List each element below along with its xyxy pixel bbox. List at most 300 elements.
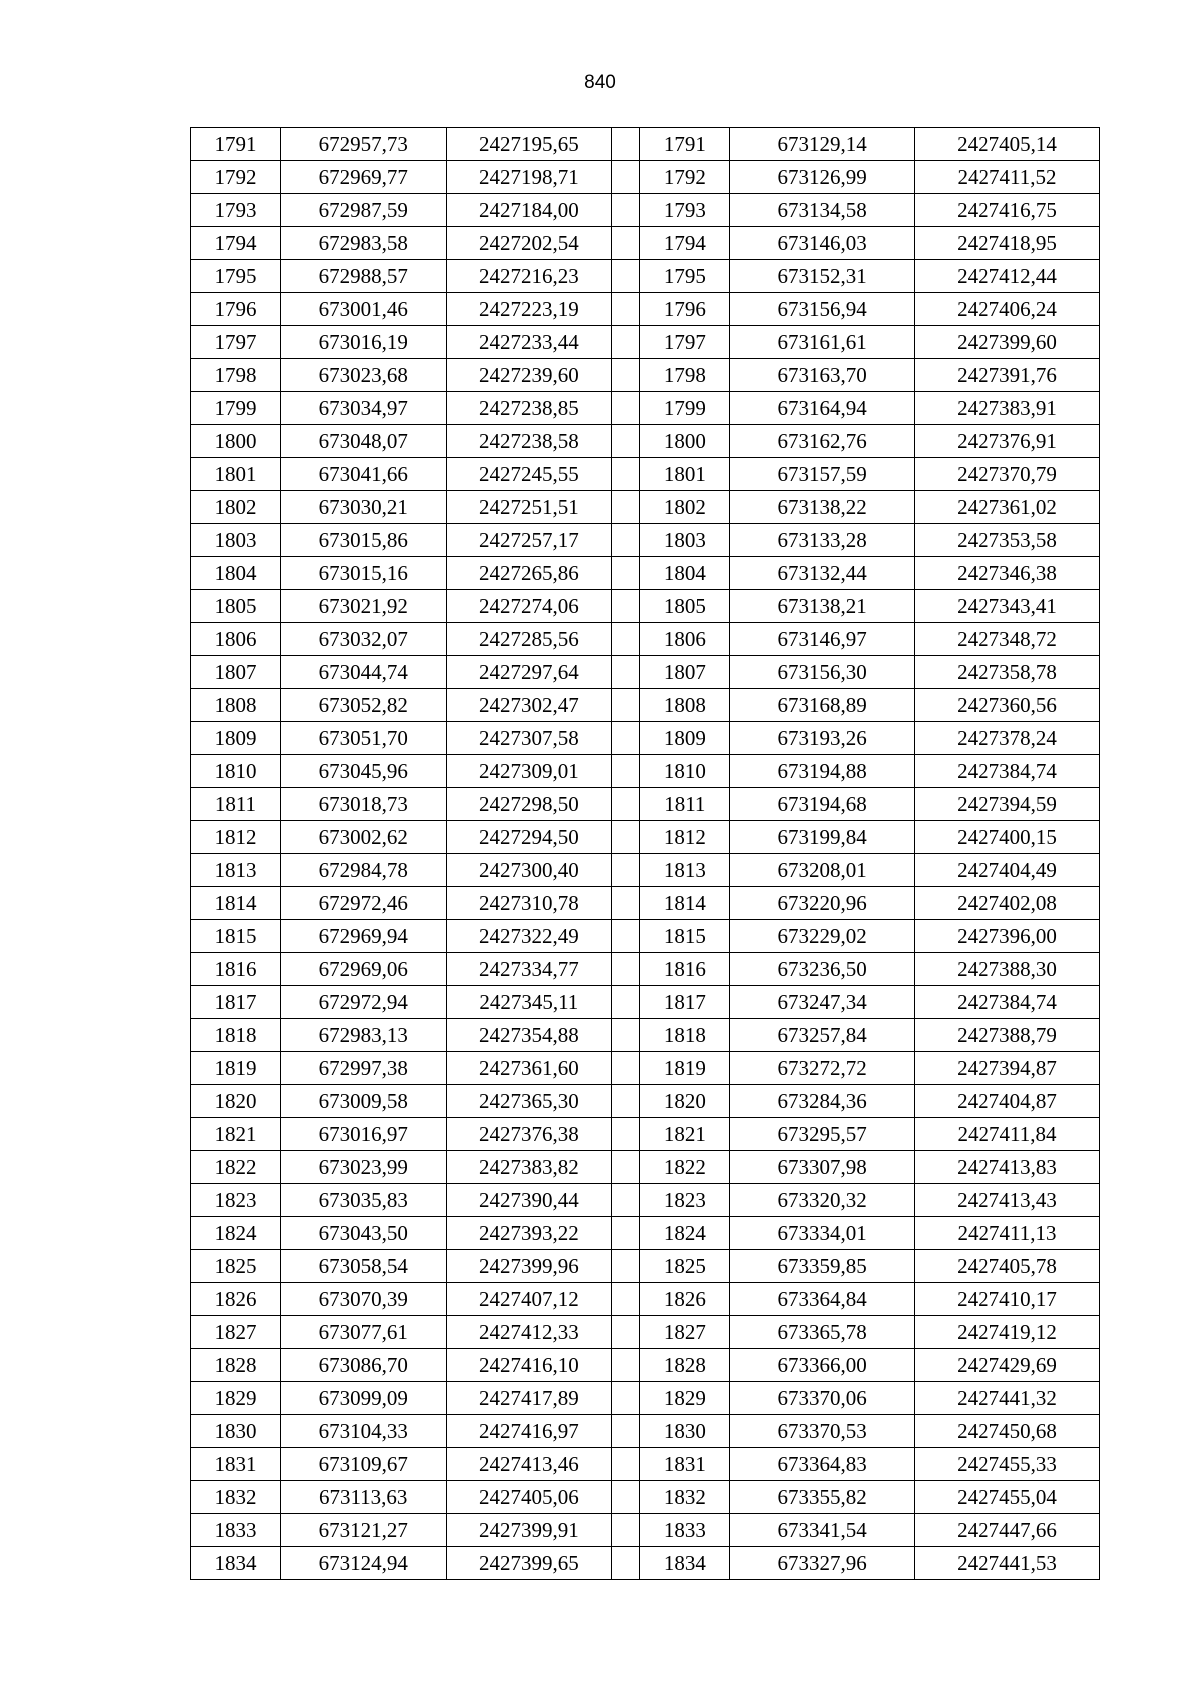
- table-row: [191, 1283, 1100, 1316]
- right-point-number-cell: 1797: [640, 326, 730, 359]
- right-y-coordinate-cell: 2427396,00: [915, 920, 1100, 953]
- right-y-coordinate-cell: 2427455,33: [915, 1448, 1100, 1481]
- table-row: [191, 1382, 1100, 1415]
- left-x-coordinate-cell: 672988,57: [280, 260, 446, 293]
- right-point-number-cell: 1807: [640, 656, 730, 689]
- left-y-coordinate-cell: 2427345,11: [446, 986, 612, 1019]
- right-y-coordinate-cell: 2427394,59: [915, 788, 1100, 821]
- table-row: [191, 458, 1100, 491]
- left-point-number-cell: 1798: [191, 359, 281, 392]
- left-y-coordinate-cell: 2427238,58: [446, 425, 612, 458]
- left-point-number-cell: 1824: [191, 1217, 281, 1250]
- left-point-number-cell: 1806: [191, 623, 281, 656]
- right-x-coordinate-cell: 673295,57: [730, 1118, 915, 1151]
- left-x-coordinate-cell: 673021,92: [280, 590, 446, 623]
- left-point-number-cell: 1812: [191, 821, 281, 854]
- left-y-coordinate-cell: 2427310,78: [446, 887, 612, 920]
- right-point-number-cell: 1817: [640, 986, 730, 1019]
- right-point-number-cell: 1798: [640, 359, 730, 392]
- left-y-coordinate-cell: 2427376,38: [446, 1118, 612, 1151]
- right-x-coordinate-cell: 673364,84: [730, 1283, 915, 1316]
- left-x-coordinate-cell: 673051,70: [280, 722, 446, 755]
- spacer-cell: [612, 1151, 640, 1184]
- right-x-coordinate-cell: 673341,54: [730, 1514, 915, 1547]
- right-y-coordinate-cell: 2427450,68: [915, 1415, 1100, 1448]
- right-point-number-cell: 1815: [640, 920, 730, 953]
- spacer-cell: [612, 161, 640, 194]
- right-x-coordinate-cell: 673156,94: [730, 293, 915, 326]
- left-y-coordinate-cell: 2427223,19: [446, 293, 612, 326]
- right-y-coordinate-cell: 2427370,79: [915, 458, 1100, 491]
- table-row: [191, 1151, 1100, 1184]
- left-x-coordinate-cell: 672984,78: [280, 854, 446, 887]
- table-row: [191, 722, 1100, 755]
- right-x-coordinate-cell: 673146,03: [730, 227, 915, 260]
- left-x-coordinate-cell: 673016,19: [280, 326, 446, 359]
- right-x-coordinate-cell: 673284,36: [730, 1085, 915, 1118]
- left-point-number-cell: 1830: [191, 1415, 281, 1448]
- table-row: [191, 1118, 1100, 1151]
- spacer-cell: [612, 821, 640, 854]
- coordinates-table: [190, 127, 1100, 1580]
- left-y-coordinate-cell: 2427300,40: [446, 854, 612, 887]
- spacer-cell: [612, 227, 640, 260]
- left-y-coordinate-cell: 2427198,71: [446, 161, 612, 194]
- page-number: 840: [584, 72, 616, 93]
- right-x-coordinate-cell: 673307,98: [730, 1151, 915, 1184]
- right-y-coordinate-cell: 2427405,14: [915, 128, 1100, 161]
- left-y-coordinate-cell: 2427334,77: [446, 953, 612, 986]
- table-row: [191, 359, 1100, 392]
- left-x-coordinate-cell: 673016,97: [280, 1118, 446, 1151]
- spacer-cell: [612, 1481, 640, 1514]
- table-row: [191, 953, 1100, 986]
- left-y-coordinate-cell: 2427399,65: [446, 1547, 612, 1580]
- right-point-number-cell: 1812: [640, 821, 730, 854]
- spacer-cell: [612, 1085, 640, 1118]
- right-point-number-cell: 1827: [640, 1316, 730, 1349]
- left-y-coordinate-cell: 2427302,47: [446, 689, 612, 722]
- right-point-number-cell: 1802: [640, 491, 730, 524]
- right-y-coordinate-cell: 2427455,04: [915, 1481, 1100, 1514]
- right-point-number-cell: 1799: [640, 392, 730, 425]
- right-y-coordinate-cell: 2427441,32: [915, 1382, 1100, 1415]
- spacer-cell: [612, 590, 640, 623]
- right-point-number-cell: 1832: [640, 1481, 730, 1514]
- left-x-coordinate-cell: 672983,58: [280, 227, 446, 260]
- table-row: [191, 986, 1100, 1019]
- right-y-coordinate-cell: 2427360,56: [915, 689, 1100, 722]
- right-point-number-cell: 1811: [640, 788, 730, 821]
- right-x-coordinate-cell: 673157,59: [730, 458, 915, 491]
- spacer-cell: [612, 656, 640, 689]
- spacer-cell: [612, 1118, 640, 1151]
- table-row: [191, 128, 1100, 161]
- spacer-cell: [612, 623, 640, 656]
- left-point-number-cell: 1805: [191, 590, 281, 623]
- spacer-cell: [612, 788, 640, 821]
- left-x-coordinate-cell: 673041,66: [280, 458, 446, 491]
- left-y-coordinate-cell: 2427184,00: [446, 194, 612, 227]
- left-y-coordinate-cell: 2427365,30: [446, 1085, 612, 1118]
- right-y-coordinate-cell: 2427418,95: [915, 227, 1100, 260]
- spacer-cell: [612, 722, 640, 755]
- table-row: [191, 524, 1100, 557]
- right-point-number-cell: 1805: [640, 590, 730, 623]
- spacer-cell: [612, 854, 640, 887]
- right-x-coordinate-cell: 673366,00: [730, 1349, 915, 1382]
- spacer-cell: [612, 689, 640, 722]
- table-row: [191, 260, 1100, 293]
- left-x-coordinate-cell: 672972,94: [280, 986, 446, 1019]
- left-y-coordinate-cell: 2427245,55: [446, 458, 612, 491]
- right-x-coordinate-cell: 673132,44: [730, 557, 915, 590]
- left-x-coordinate-cell: 673018,73: [280, 788, 446, 821]
- left-y-coordinate-cell: 2427354,88: [446, 1019, 612, 1052]
- left-x-coordinate-cell: 672969,06: [280, 953, 446, 986]
- right-point-number-cell: 1833: [640, 1514, 730, 1547]
- left-point-number-cell: 1791: [191, 128, 281, 161]
- left-point-number-cell: 1814: [191, 887, 281, 920]
- table-row: [191, 1514, 1100, 1547]
- spacer-cell: [612, 128, 640, 161]
- right-y-coordinate-cell: 2427388,79: [915, 1019, 1100, 1052]
- spacer-cell: [612, 359, 640, 392]
- right-x-coordinate-cell: 673272,72: [730, 1052, 915, 1085]
- right-point-number-cell: 1794: [640, 227, 730, 260]
- coordinates-table-body: [191, 128, 1100, 1580]
- left-point-number-cell: 1819: [191, 1052, 281, 1085]
- left-point-number-cell: 1817: [191, 986, 281, 1019]
- right-y-coordinate-cell: 2427399,60: [915, 326, 1100, 359]
- right-x-coordinate-cell: 673359,85: [730, 1250, 915, 1283]
- left-point-number-cell: 1808: [191, 689, 281, 722]
- right-y-coordinate-cell: 2427413,83: [915, 1151, 1100, 1184]
- right-x-coordinate-cell: 673129,14: [730, 128, 915, 161]
- left-x-coordinate-cell: 673009,58: [280, 1085, 446, 1118]
- right-point-number-cell: 1820: [640, 1085, 730, 1118]
- left-point-number-cell: 1826: [191, 1283, 281, 1316]
- left-y-coordinate-cell: 2427390,44: [446, 1184, 612, 1217]
- right-point-number-cell: 1804: [640, 557, 730, 590]
- left-y-coordinate-cell: 2427265,86: [446, 557, 612, 590]
- table-row: [191, 1184, 1100, 1217]
- left-x-coordinate-cell: 673044,74: [280, 656, 446, 689]
- left-x-coordinate-cell: 672957,73: [280, 128, 446, 161]
- table-row: [191, 1085, 1100, 1118]
- left-point-number-cell: 1820: [191, 1085, 281, 1118]
- right-y-coordinate-cell: 2427376,91: [915, 425, 1100, 458]
- left-x-coordinate-cell: 673048,07: [280, 425, 446, 458]
- right-x-coordinate-cell: 673152,31: [730, 260, 915, 293]
- table-row: [191, 326, 1100, 359]
- table-row: [191, 1448, 1100, 1481]
- left-y-coordinate-cell: 2427239,60: [446, 359, 612, 392]
- left-point-number-cell: 1793: [191, 194, 281, 227]
- spacer-cell: [612, 524, 640, 557]
- right-x-coordinate-cell: 673161,61: [730, 326, 915, 359]
- left-x-coordinate-cell: 672969,77: [280, 161, 446, 194]
- table-row: [191, 590, 1100, 623]
- left-point-number-cell: 1815: [191, 920, 281, 953]
- right-x-coordinate-cell: 673193,26: [730, 722, 915, 755]
- right-point-number-cell: 1819: [640, 1052, 730, 1085]
- right-x-coordinate-cell: 673194,68: [730, 788, 915, 821]
- left-y-coordinate-cell: 2427399,91: [446, 1514, 612, 1547]
- right-point-number-cell: 1831: [640, 1448, 730, 1481]
- table-row: [191, 1019, 1100, 1052]
- right-x-coordinate-cell: 673320,32: [730, 1184, 915, 1217]
- left-y-coordinate-cell: 2427285,56: [446, 623, 612, 656]
- table-row: [191, 656, 1100, 689]
- right-x-coordinate-cell: 673134,58: [730, 194, 915, 227]
- right-x-coordinate-cell: 673138,22: [730, 491, 915, 524]
- right-y-coordinate-cell: 2427413,43: [915, 1184, 1100, 1217]
- left-x-coordinate-cell: 673032,07: [280, 623, 446, 656]
- right-x-coordinate-cell: 673370,53: [730, 1415, 915, 1448]
- right-point-number-cell: 1800: [640, 425, 730, 458]
- right-x-coordinate-cell: 673163,70: [730, 359, 915, 392]
- right-y-coordinate-cell: 2427419,12: [915, 1316, 1100, 1349]
- table-row: [191, 194, 1100, 227]
- left-y-coordinate-cell: 2427407,12: [446, 1283, 612, 1316]
- left-x-coordinate-cell: 673121,27: [280, 1514, 446, 1547]
- right-point-number-cell: 1825: [640, 1250, 730, 1283]
- right-point-number-cell: 1824: [640, 1217, 730, 1250]
- right-x-coordinate-cell: 673146,97: [730, 623, 915, 656]
- left-x-coordinate-cell: 672972,46: [280, 887, 446, 920]
- right-x-coordinate-cell: 673220,96: [730, 887, 915, 920]
- left-point-number-cell: 1811: [191, 788, 281, 821]
- right-point-number-cell: 1823: [640, 1184, 730, 1217]
- left-y-coordinate-cell: 2427383,82: [446, 1151, 612, 1184]
- left-y-coordinate-cell: 2427361,60: [446, 1052, 612, 1085]
- table-row: [191, 755, 1100, 788]
- right-point-number-cell: 1795: [640, 260, 730, 293]
- right-y-coordinate-cell: 2427411,52: [915, 161, 1100, 194]
- left-point-number-cell: 1831: [191, 1448, 281, 1481]
- right-x-coordinate-cell: 673138,21: [730, 590, 915, 623]
- spacer-cell: [612, 1052, 640, 1085]
- left-x-coordinate-cell: 672969,94: [280, 920, 446, 953]
- right-y-coordinate-cell: 2427384,74: [915, 986, 1100, 1019]
- right-x-coordinate-cell: 673334,01: [730, 1217, 915, 1250]
- table-row: [191, 854, 1100, 887]
- left-x-coordinate-cell: 673002,62: [280, 821, 446, 854]
- left-point-number-cell: 1810: [191, 755, 281, 788]
- right-y-coordinate-cell: 2427384,74: [915, 755, 1100, 788]
- table-row: [191, 1250, 1100, 1283]
- table-row: [191, 689, 1100, 722]
- left-x-coordinate-cell: 673043,50: [280, 1217, 446, 1250]
- right-x-coordinate-cell: 673364,83: [730, 1448, 915, 1481]
- left-x-coordinate-cell: 673035,83: [280, 1184, 446, 1217]
- left-x-coordinate-cell: 673052,82: [280, 689, 446, 722]
- spacer-cell: [612, 392, 640, 425]
- left-x-coordinate-cell: 672997,38: [280, 1052, 446, 1085]
- left-point-number-cell: 1832: [191, 1481, 281, 1514]
- left-y-coordinate-cell: 2427416,97: [446, 1415, 612, 1448]
- left-point-number-cell: 1799: [191, 392, 281, 425]
- left-point-number-cell: 1827: [191, 1316, 281, 1349]
- table-row: [191, 227, 1100, 260]
- spacer-cell: [612, 1547, 640, 1580]
- spacer-cell: [612, 260, 640, 293]
- right-point-number-cell: 1791: [640, 128, 730, 161]
- right-x-coordinate-cell: 673236,50: [730, 953, 915, 986]
- left-x-coordinate-cell: 672987,59: [280, 194, 446, 227]
- left-point-number-cell: 1822: [191, 1151, 281, 1184]
- left-y-coordinate-cell: 2427195,65: [446, 128, 612, 161]
- left-y-coordinate-cell: 2427405,06: [446, 1481, 612, 1514]
- right-y-coordinate-cell: 2427447,66: [915, 1514, 1100, 1547]
- right-y-coordinate-cell: 2427441,53: [915, 1547, 1100, 1580]
- left-point-number-cell: 1800: [191, 425, 281, 458]
- table-row: [191, 920, 1100, 953]
- left-y-coordinate-cell: 2427238,85: [446, 392, 612, 425]
- table-row: [191, 557, 1100, 590]
- right-y-coordinate-cell: 2427343,41: [915, 590, 1100, 623]
- left-y-coordinate-cell: 2427416,10: [446, 1349, 612, 1382]
- left-point-number-cell: 1816: [191, 953, 281, 986]
- right-x-coordinate-cell: 673247,34: [730, 986, 915, 1019]
- right-point-number-cell: 1829: [640, 1382, 730, 1415]
- right-point-number-cell: 1826: [640, 1283, 730, 1316]
- right-point-number-cell: 1822: [640, 1151, 730, 1184]
- right-point-number-cell: 1828: [640, 1349, 730, 1382]
- right-x-coordinate-cell: 673257,84: [730, 1019, 915, 1052]
- left-y-coordinate-cell: 2427294,50: [446, 821, 612, 854]
- left-y-coordinate-cell: 2427417,89: [446, 1382, 612, 1415]
- right-y-coordinate-cell: 2427402,08: [915, 887, 1100, 920]
- right-y-coordinate-cell: 2427348,72: [915, 623, 1100, 656]
- right-x-coordinate-cell: 673208,01: [730, 854, 915, 887]
- left-point-number-cell: 1802: [191, 491, 281, 524]
- left-x-coordinate-cell: 673124,94: [280, 1547, 446, 1580]
- spacer-cell: [612, 1514, 640, 1547]
- left-x-coordinate-cell: 673030,21: [280, 491, 446, 524]
- left-x-coordinate-cell: 673099,09: [280, 1382, 446, 1415]
- table-row: [191, 1415, 1100, 1448]
- table-row: [191, 1547, 1100, 1580]
- left-point-number-cell: 1809: [191, 722, 281, 755]
- spacer-cell: [612, 557, 640, 590]
- left-x-coordinate-cell: 673077,61: [280, 1316, 446, 1349]
- spacer-cell: [612, 194, 640, 227]
- right-x-coordinate-cell: 673126,99: [730, 161, 915, 194]
- right-point-number-cell: 1810: [640, 755, 730, 788]
- left-point-number-cell: 1792: [191, 161, 281, 194]
- right-point-number-cell: 1809: [640, 722, 730, 755]
- spacer-cell: [612, 1349, 640, 1382]
- table-row: [191, 1349, 1100, 1382]
- table-row: [191, 491, 1100, 524]
- right-x-coordinate-cell: 673355,82: [730, 1481, 915, 1514]
- right-x-coordinate-cell: 673168,89: [730, 689, 915, 722]
- table-row: [191, 788, 1100, 821]
- spacer-cell: [612, 953, 640, 986]
- right-x-coordinate-cell: 673199,84: [730, 821, 915, 854]
- right-x-coordinate-cell: 673133,28: [730, 524, 915, 557]
- spacer-cell: [612, 293, 640, 326]
- right-point-number-cell: 1792: [640, 161, 730, 194]
- right-y-coordinate-cell: 2427411,13: [915, 1217, 1100, 1250]
- left-point-number-cell: 1825: [191, 1250, 281, 1283]
- left-x-coordinate-cell: 673058,54: [280, 1250, 446, 1283]
- spacer-cell: [612, 1448, 640, 1481]
- right-y-coordinate-cell: 2427346,38: [915, 557, 1100, 590]
- spacer-cell: [612, 458, 640, 491]
- left-x-coordinate-cell: 673104,33: [280, 1415, 446, 1448]
- right-point-number-cell: 1834: [640, 1547, 730, 1580]
- right-x-coordinate-cell: 673194,88: [730, 755, 915, 788]
- spacer-cell: [612, 425, 640, 458]
- table-row: [191, 821, 1100, 854]
- right-x-coordinate-cell: 673229,02: [730, 920, 915, 953]
- table-row: [191, 161, 1100, 194]
- table-row: [191, 1052, 1100, 1085]
- table-row: [191, 623, 1100, 656]
- left-x-coordinate-cell: 673045,96: [280, 755, 446, 788]
- right-point-number-cell: 1818: [640, 1019, 730, 1052]
- right-point-number-cell: 1806: [640, 623, 730, 656]
- left-y-coordinate-cell: 2427233,44: [446, 326, 612, 359]
- right-y-coordinate-cell: 2427358,78: [915, 656, 1100, 689]
- left-point-number-cell: 1813: [191, 854, 281, 887]
- right-y-coordinate-cell: 2427378,24: [915, 722, 1100, 755]
- table-row: [191, 425, 1100, 458]
- spacer-cell: [612, 1184, 640, 1217]
- left-point-number-cell: 1823: [191, 1184, 281, 1217]
- left-point-number-cell: 1804: [191, 557, 281, 590]
- right-y-coordinate-cell: 2427391,76: [915, 359, 1100, 392]
- right-y-coordinate-cell: 2427361,02: [915, 491, 1100, 524]
- left-point-number-cell: 1796: [191, 293, 281, 326]
- right-y-coordinate-cell: 2427388,30: [915, 953, 1100, 986]
- left-x-coordinate-cell: 673001,46: [280, 293, 446, 326]
- right-x-coordinate-cell: 673162,76: [730, 425, 915, 458]
- right-point-number-cell: 1808: [640, 689, 730, 722]
- right-y-coordinate-cell: 2427411,84: [915, 1118, 1100, 1151]
- right-point-number-cell: 1803: [640, 524, 730, 557]
- right-x-coordinate-cell: 673156,30: [730, 656, 915, 689]
- right-point-number-cell: 1813: [640, 854, 730, 887]
- right-y-coordinate-cell: 2427406,24: [915, 293, 1100, 326]
- spacer-cell: [612, 1382, 640, 1415]
- right-y-coordinate-cell: 2427412,44: [915, 260, 1100, 293]
- left-y-coordinate-cell: 2427322,49: [446, 920, 612, 953]
- right-point-number-cell: 1830: [640, 1415, 730, 1448]
- left-point-number-cell: 1795: [191, 260, 281, 293]
- spacer-cell: [612, 1316, 640, 1349]
- right-point-number-cell: 1793: [640, 194, 730, 227]
- spacer-cell: [612, 1250, 640, 1283]
- spacer-cell: [612, 920, 640, 953]
- table-row: [191, 392, 1100, 425]
- left-x-coordinate-cell: 672983,13: [280, 1019, 446, 1052]
- left-x-coordinate-cell: 673109,67: [280, 1448, 446, 1481]
- right-y-coordinate-cell: 2427410,17: [915, 1283, 1100, 1316]
- table-row: [191, 293, 1100, 326]
- right-x-coordinate-cell: 673164,94: [730, 392, 915, 425]
- spacer-cell: [612, 326, 640, 359]
- right-point-number-cell: 1796: [640, 293, 730, 326]
- right-y-coordinate-cell: 2427394,87: [915, 1052, 1100, 1085]
- spacer-cell: [612, 1415, 640, 1448]
- left-point-number-cell: 1821: [191, 1118, 281, 1151]
- left-x-coordinate-cell: 673113,63: [280, 1481, 446, 1514]
- left-y-coordinate-cell: 2427393,22: [446, 1217, 612, 1250]
